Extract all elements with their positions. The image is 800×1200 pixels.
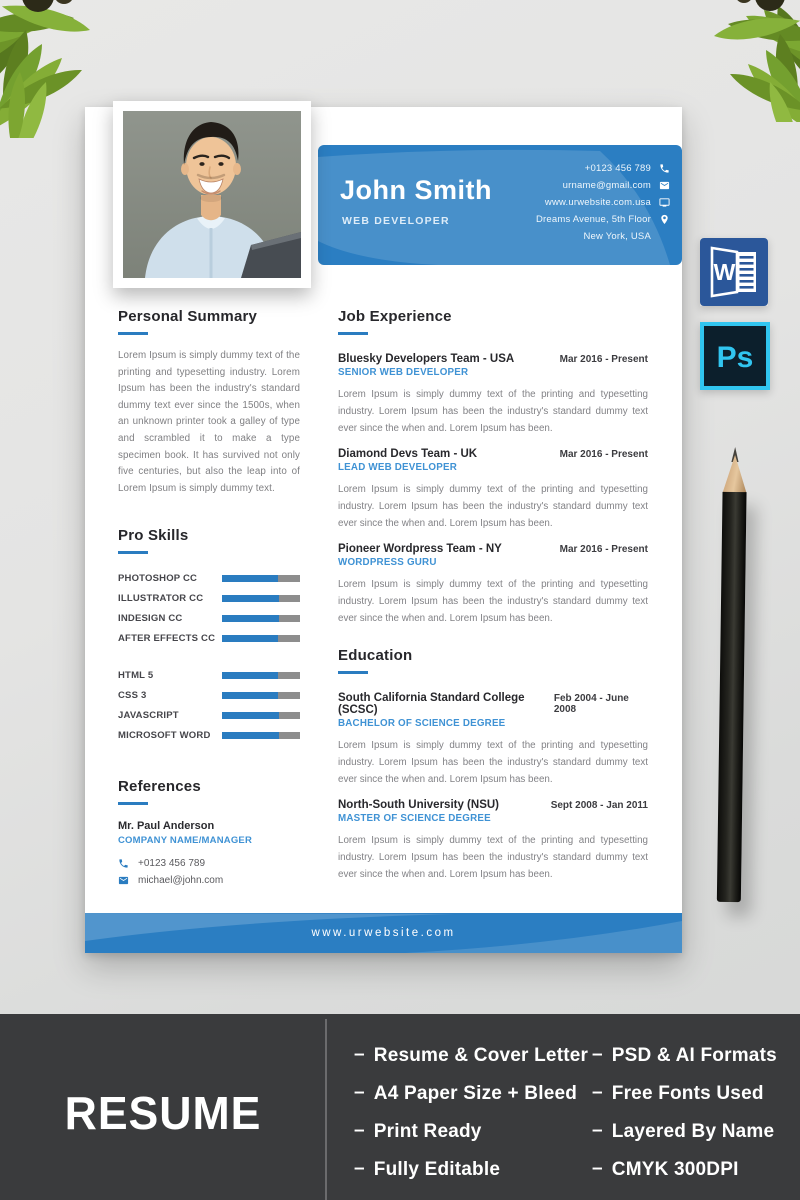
feature-item xyxy=(354,1120,592,1144)
phone-icon xyxy=(118,858,129,869)
feature-text: PSD & AI Formats xyxy=(611,1045,777,1066)
feature-item xyxy=(354,1158,592,1182)
feature-text: A4 Paper Size + Bleed xyxy=(373,1083,578,1104)
education-description: Lorem Ipsum is simply dummy text of the printing and typesetting industry. Lorem Ipsum has been the industry's standard dummy text ever since the when and. Lorem Ipsum has been. xyxy=(338,740,648,785)
reference-role: COMPANY NAME/MANAGER xyxy=(118,835,253,847)
promo-panel xyxy=(0,1014,800,1200)
skill-label: PHOTOSHOP CC xyxy=(118,572,198,584)
education-degree: MASTER OF SCIENCE DEGREE xyxy=(338,813,491,824)
photoshop-icon xyxy=(700,322,770,390)
job-role: SENIOR WEB DEVELOPER xyxy=(338,367,469,378)
heading-underline xyxy=(118,332,148,335)
dash-bullet: – xyxy=(354,1082,365,1103)
dash-bullet: – xyxy=(354,1158,365,1179)
contact-email: urname@gmail.com xyxy=(562,179,651,191)
feature-item xyxy=(592,1044,777,1068)
reference-email-row xyxy=(118,874,300,886)
candidate-name: John Smith xyxy=(340,175,492,205)
skill-group-design xyxy=(118,568,300,648)
candidate-role: WEB DEVELOPER xyxy=(342,215,450,227)
profile-photo xyxy=(123,111,301,278)
contact-phone: +0123 456 789 xyxy=(584,162,651,174)
reference-contacts xyxy=(118,857,300,886)
skill-label: JAVASCRIPT xyxy=(118,709,179,721)
skill-bar xyxy=(222,635,300,642)
dash-bullet: – xyxy=(354,1044,365,1065)
job-description: Lorem Ipsum is simply dummy text of the printing and typesetting industry. Lorem Ipsum has been the industry's standard dummy text ever since the when and. Lorem Ipsum has been. xyxy=(338,389,648,434)
skill-row xyxy=(118,588,300,608)
job-role: WORDPRESS GURU xyxy=(338,557,437,568)
icon-spacer xyxy=(659,231,670,242)
dash-bullet: – xyxy=(592,1082,603,1103)
pro-skills-heading: Pro Skills xyxy=(118,527,189,545)
skill-bar-fill xyxy=(222,635,278,642)
resume-header xyxy=(318,145,682,265)
skill-label: HTML 5 xyxy=(118,669,154,681)
education-dates: Sept 2008 - Jan 2011 xyxy=(550,800,648,811)
skill-row xyxy=(118,685,300,705)
job-entry xyxy=(338,448,648,532)
resume-footer-band xyxy=(85,913,682,953)
skill-label: CSS 3 xyxy=(118,689,147,701)
profile-photo-frame xyxy=(113,101,311,288)
phone-icon xyxy=(659,163,670,174)
left-column xyxy=(118,308,300,886)
skill-bar-fill xyxy=(222,732,279,739)
references-heading: References xyxy=(118,778,201,796)
pencil-wood-tip xyxy=(723,455,748,493)
footer-website: www.urwebsite.com xyxy=(311,927,456,939)
job-entry xyxy=(338,543,648,627)
contact-row-address-1 xyxy=(536,213,670,225)
header-contact-block xyxy=(536,162,670,242)
contact-website: www.urwebsite.com.usa xyxy=(544,196,651,208)
skill-label: AFTER EFFECTS CC xyxy=(118,632,216,644)
heading-underline xyxy=(338,332,368,335)
feature-item xyxy=(592,1120,777,1144)
job-description: Lorem Ipsum is simply dummy text of the printing and typesetting industry. Lorem Ipsum has been the industry's standard dummy text ever since the when and. Lorem Ipsum has been. xyxy=(338,579,648,624)
reference-phone: +0123 456 789 xyxy=(138,857,206,869)
job-role: LEAD WEB DEVELOPER xyxy=(338,462,457,473)
ps-letters: Ps xyxy=(716,341,754,374)
skill-bar xyxy=(222,692,300,699)
job-company: Diamond Devs Team - UK xyxy=(338,448,478,460)
skill-group-web xyxy=(118,665,300,745)
promo-divider xyxy=(325,1019,327,1200)
skill-row xyxy=(118,725,300,745)
education-entry xyxy=(338,799,648,883)
ms-word-icon xyxy=(700,238,768,306)
contact-row-email xyxy=(536,179,670,191)
heading-underline xyxy=(118,802,148,805)
skill-bar-fill xyxy=(222,595,279,602)
skill-bar xyxy=(222,615,300,622)
contact-address-line2: New York, USA xyxy=(583,230,651,242)
skill-row xyxy=(118,568,300,588)
email-icon xyxy=(118,875,129,886)
skill-row xyxy=(118,628,300,648)
education-description: Lorem Ipsum is simply dummy text of the printing and typesetting industry. Lorem Ipsum has been the industry's standard dummy text ever since the when and. Lorem Ipsum has been. xyxy=(338,835,648,880)
skill-bar xyxy=(222,575,300,582)
right-column xyxy=(338,308,648,894)
skill-bar-fill xyxy=(222,672,278,679)
education-dates: Feb 2004 - June 2008 xyxy=(553,693,629,715)
job-dates: Mar 2016 - Present xyxy=(559,544,648,555)
feature-text: Print Ready xyxy=(373,1121,482,1142)
leaves-top-right-decoration xyxy=(628,0,800,122)
email-icon xyxy=(659,180,670,191)
feature-text: Free Fonts Used xyxy=(611,1083,764,1104)
feature-item xyxy=(592,1082,777,1106)
feature-text: Layered By Name xyxy=(611,1121,775,1142)
skill-label: ILLUSTRATOR CC xyxy=(118,592,204,604)
skill-bar-fill xyxy=(222,615,279,622)
reference-name: Mr. Paul Anderson xyxy=(118,820,215,833)
location-icon xyxy=(659,214,670,225)
education-entries xyxy=(338,692,648,883)
skill-bar-fill xyxy=(222,575,278,582)
skill-bar xyxy=(222,712,300,719)
contact-row-address-2 xyxy=(536,230,670,242)
word-letter: W xyxy=(713,259,736,285)
skill-row xyxy=(118,705,300,725)
job-experience-entries xyxy=(338,353,648,627)
feature-list xyxy=(354,1044,777,1182)
education-school: North-South University (NSU) xyxy=(338,799,499,811)
education-heading: Education xyxy=(338,647,413,664)
feature-item xyxy=(592,1158,777,1182)
skill-bar xyxy=(222,672,300,679)
job-dates: Mar 2016 - Present xyxy=(559,354,648,365)
job-company: Pioneer Wordpress Team - NY xyxy=(338,543,502,555)
job-company: Bluesky Developers Team - USA xyxy=(338,353,515,365)
reference-email: michael@john.com xyxy=(138,874,224,886)
job-entry xyxy=(338,353,648,437)
feature-item xyxy=(354,1082,592,1106)
contact-address-line1: Dreams Avenue, 5th Floor xyxy=(536,213,651,225)
personal-summary-heading: Personal Summary xyxy=(118,308,258,325)
skill-bar xyxy=(222,732,300,739)
contact-row-phone xyxy=(536,162,670,174)
education-degree: BACHELOR OF SCIENCE DEGREE xyxy=(338,718,506,729)
feature-text: Resume & Cover Letter xyxy=(373,1045,589,1066)
skill-bar-fill xyxy=(222,712,279,719)
skill-row xyxy=(118,665,300,685)
skill-bar-fill xyxy=(222,692,278,699)
personal-summary-text: Lorem Ipsum is simply dummy text of the printing and typesetting industry. Lorem Ipsum has been the industry's standard dummy text ever since the 1500s, when an unknown printer took a galley of type and scrambled it to make a type specimen book. It has survived not only five centuries, but also the leap into of Lorem Ipsum is simply dummy text. xyxy=(118,350,300,494)
education-entry xyxy=(338,692,648,788)
job-experience-heading: Job Experience xyxy=(338,308,452,325)
skill-label: MICROSOFT WORD xyxy=(118,729,211,741)
website-icon xyxy=(659,197,670,208)
contact-row-website xyxy=(536,196,670,208)
heading-underline xyxy=(118,551,148,554)
skill-row xyxy=(118,608,300,628)
dash-bullet: – xyxy=(592,1044,603,1065)
dash-bullet: – xyxy=(592,1120,603,1141)
feature-item xyxy=(354,1044,592,1068)
skill-label: INDESIGN CC xyxy=(118,612,183,624)
promo-title: RESUME xyxy=(64,1087,262,1139)
feature-text: CMYK 300DPI xyxy=(611,1159,739,1180)
pencil xyxy=(717,447,747,902)
dash-bullet: – xyxy=(592,1158,603,1179)
heading-underline xyxy=(338,671,368,674)
skill-bar xyxy=(222,595,300,602)
pencil-body xyxy=(717,492,747,902)
feature-text: Fully Editable xyxy=(373,1159,501,1180)
job-dates: Mar 2016 - Present xyxy=(559,449,648,460)
dash-bullet: – xyxy=(354,1120,365,1141)
job-description: Lorem Ipsum is simply dummy text of the printing and typesetting industry. Lorem Ipsum has been the industry's standard dummy text ever since the when and. Lorem Ipsum has been. xyxy=(338,484,648,529)
reference-phone-row xyxy=(118,857,300,869)
education-school: South California Standard College (SCSC) xyxy=(338,692,525,716)
